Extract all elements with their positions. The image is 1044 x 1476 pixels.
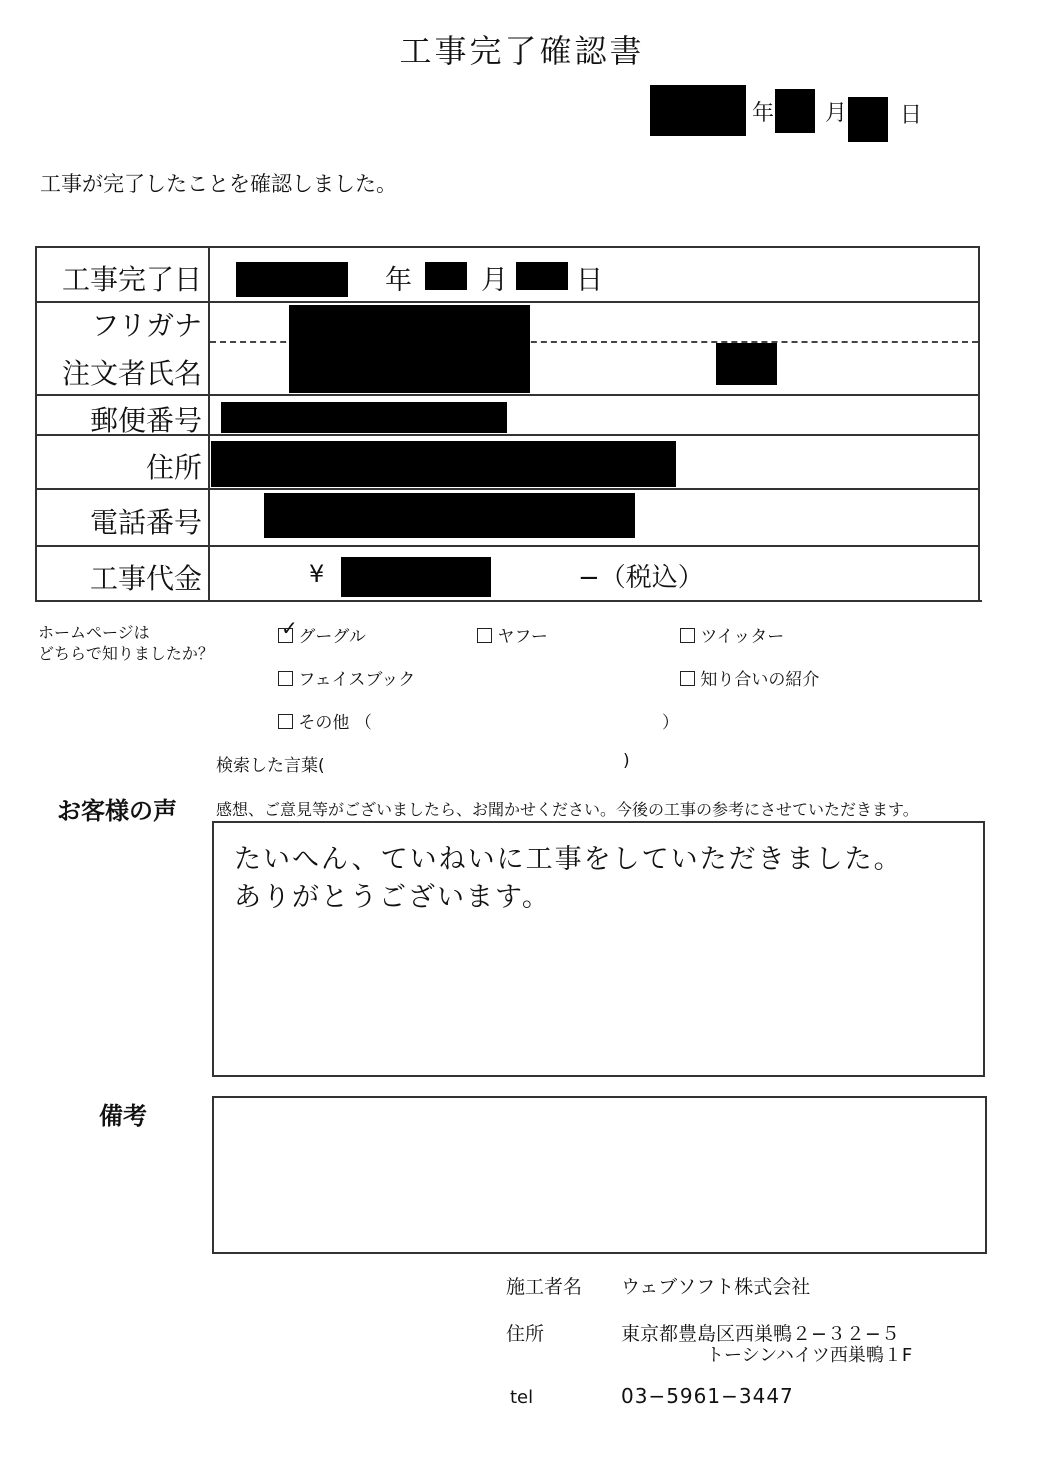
option-other-label: その他 <box>298 713 350 733</box>
currency-symbol: ¥ <box>309 560 325 588</box>
option-referral[interactable] <box>680 665 819 690</box>
option-twitter-label: ツイッター <box>700 627 785 647</box>
completion-year-label: 年 <box>385 265 412 296</box>
redacted-completion-year <box>236 262 348 297</box>
header-month-label: 月 <box>825 101 848 126</box>
voice-comment-line2: ありがとうございます。 <box>234 882 551 913</box>
price-suffix: −（税込） <box>578 563 704 593</box>
completion-day-label: 日 <box>576 265 603 296</box>
option-facebook[interactable] <box>278 665 415 690</box>
redacted-postal-code <box>221 402 507 433</box>
voice-comment-box[interactable] <box>212 821 985 1077</box>
redacted-year <box>650 85 746 136</box>
contractor-address-line1: 東京都豊島区西巣鴨２−３２−５ <box>621 1323 900 1345</box>
contractor-tel-label: tel <box>510 1387 534 1408</box>
checked-checkbox-icon: ✓ <box>278 628 293 643</box>
intro-text: 工事が完了したことを確認しました。 <box>40 172 397 196</box>
redacted-completion-day <box>516 262 568 290</box>
survey-question-line1: ホームページは <box>38 623 150 642</box>
option-other-open-paren: （ <box>354 713 372 733</box>
label-postal-code: 郵便番号 <box>89 404 202 437</box>
option-google-label: グーグル <box>298 627 366 647</box>
label-furigana: フリガナ <box>91 309 202 342</box>
survey-question <box>38 622 214 664</box>
contractor-address-label: 住所 <box>506 1323 545 1345</box>
option-facebook-label: フェイスブック <box>298 670 416 690</box>
contractor-address-line2: トーシンハイツ西巣鴨１F <box>706 1345 913 1366</box>
redacted-name-mark <box>716 343 777 385</box>
completion-month-label: 月 <box>481 265 508 296</box>
label-phone: 電話番号 <box>89 506 202 539</box>
notes-box[interactable] <box>212 1096 987 1254</box>
redacted-phone <box>264 493 635 538</box>
voice-comment-line1: たいへん、ていねいに工事をしていただきました。 <box>234 844 903 875</box>
search-words-label: 検索した言葉( <box>216 756 325 776</box>
redacted-address <box>211 441 676 487</box>
checkbox-icon <box>680 671 695 686</box>
redacted-completion-month <box>425 262 467 290</box>
option-yahoo-label: ヤフー <box>497 627 548 647</box>
redacted-day <box>848 97 888 142</box>
header-day-label: 日 <box>900 103 923 128</box>
label-address: 住所 <box>145 451 202 484</box>
redacted-customer-name <box>289 305 530 393</box>
option-other-close-paren: ） <box>662 713 679 733</box>
contractor-name-label: 施工者名 <box>506 1276 583 1298</box>
option-twitter[interactable] <box>680 622 784 647</box>
document-title: 工事完了確認書 <box>399 32 645 70</box>
checkbox-icon <box>278 671 293 686</box>
option-other[interactable] <box>278 708 372 733</box>
notes-heading: 備考 <box>99 1102 147 1130</box>
contractor-name: ウェブソフト株式会社 <box>621 1276 811 1298</box>
label-customer-name: 注文者氏名 <box>61 357 202 390</box>
option-yahoo[interactable] <box>477 622 548 647</box>
redacted-month <box>775 89 815 133</box>
header-year-label: 年 <box>752 101 775 126</box>
contractor-tel: 03−5961−3447 <box>621 1384 794 1408</box>
redacted-price <box>341 557 491 597</box>
label-construction-fee: 工事代金 <box>89 562 202 595</box>
survey-question-line2: どちらで知りましたか？ <box>38 644 214 663</box>
option-referral-label: 知り合いの紹介 <box>700 670 820 690</box>
voice-heading: お客様の声 <box>57 797 177 825</box>
search-words-close: ) <box>623 751 630 771</box>
checkbox-icon <box>477 628 492 643</box>
label-completion-date: 工事完了日 <box>61 263 202 296</box>
checkbox-icon <box>680 628 695 643</box>
voice-instructions: 感想、ご意見等がございましたら、お聞かせください。今後の工事の参考にさせていただきます。 <box>216 800 919 819</box>
option-google[interactable] <box>278 616 366 647</box>
checkbox-icon <box>278 714 293 729</box>
